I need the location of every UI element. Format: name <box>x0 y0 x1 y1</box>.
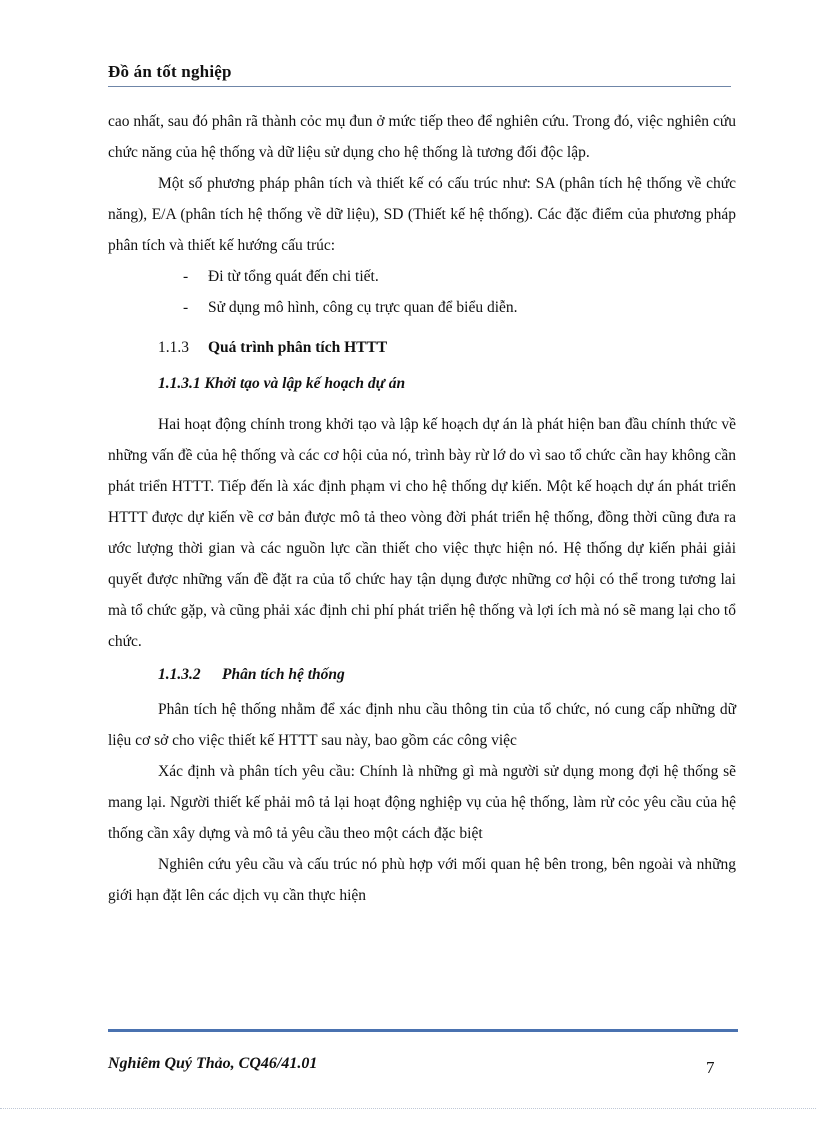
paragraph-6: Nghiên cứu yêu cầu và cấu trúc nó phù hợp với mối quan hệ bên trong, bên ngoài và những giới hạn đặt lên các dịch vụ cần thực hiện <box>108 856 736 904</box>
section-number: 1.1.3 <box>158 339 189 356</box>
header-title: Đồ án tốt nghiệp <box>108 62 232 81</box>
subsection-heading-1-1-3-2 <box>158 659 736 690</box>
paragraph-3: Hai hoạt động chính trong khởi tạo và lập kế hoạch dự án là phát hiện ban đầu chính thức về những vấn đề của hệ thống và các cơ hội của nó, trình bày rừ lớ do vì sao tổ chức cần hay không cần phát triển HTTT. Tiếp đến là xác định phạm vi cho hệ thống dự kiến. Một kế hoạch dự án phát triển HTTT được dự kiến về cơ bản được mô tả theo vòng đời phát triển hệ thống, đồng thời cũng đưa ra ước lượng thời gian và các nguồn lực cần thiết cho việc thực hiện nó. Hệ thống dự kiến phải giải quyết được những vấn đề đặt ra của tổ chức hay tận dụng được những cơ hội có thể trong tương lai mà tổ chức gặp, và cũng phải xác định chi phí phát triển hệ thống và lợi ích mà nó sẽ mang lại cho tổ chức. <box>108 416 736 650</box>
bullet-item-1 <box>108 261 736 292</box>
subsection-heading-1-1-3-1: 1.1.3.1 Khởi tạo và lập kế hoạch dự án <box>158 375 406 392</box>
paragraph-1: cao nhất, sau đó phân rã thành cỏc mụ đun ở mức tiếp theo để nghiên cứu. Trong đó, việc nghiên cứu chức năng của hệ thống và dữ liệu sử dụng cho hệ thống là tương đối độc lập. <box>108 113 736 161</box>
document-body <box>108 106 736 911</box>
section-heading-1-1-3 <box>158 332 736 363</box>
subsection-number: 1.1.3.2 <box>158 666 201 683</box>
paragraph-5: Xác định và phân tích yêu cầu: Chính là những gì mà người sử dụng mong đợi hệ thống sẽ mang lại. Người thiết kế phải mô tả lại hoạt động nghiệp vụ của hệ thống, làm rừ cỏc yêu cầu của hệ thống cần xây dựng và mô tả yêu cầu theo một cách đặc biệt <box>108 763 736 842</box>
bullet-text: Đi từ tổng quát đến chi tiết. <box>208 268 379 285</box>
section-title: Quá trình phân tích HTTT <box>208 339 388 356</box>
footer-author: Nghiêm Quý Thảo, CQ46/41.01 <box>108 1055 318 1072</box>
subsection-title: Phân tích hệ thống <box>222 666 345 683</box>
page-bottom-border <box>0 1108 816 1109</box>
page-number: 7 <box>706 1058 715 1077</box>
bullet-text: Sử dụng mô hình, công cụ trực quan để biểu diễn. <box>208 299 518 316</box>
bullet-item-2 <box>108 292 736 323</box>
paragraph-2: Một số phương pháp phân tích và thiết kế có cấu trúc như: SA (phân tích hệ thống về chức năng), E/A (phân tích hệ thống về dữ liệu), SD (Thiết kế hệ thống). Các đặc điểm của phương pháp phân tích và thiết kế hướng cấu trúc: <box>108 175 736 254</box>
footer-divider <box>108 1029 738 1032</box>
paragraph-4: Phân tích hệ thống nhằm để xác định nhu cầu thông tin của tổ chức, nó cung cấp những dữ liệu cơ sở cho việc thiết kế HTTT sau này, bao gồm các công việc <box>108 701 736 749</box>
bullet-dash: - <box>183 268 189 285</box>
header-divider <box>108 86 731 87</box>
bullet-dash: - <box>183 299 189 316</box>
